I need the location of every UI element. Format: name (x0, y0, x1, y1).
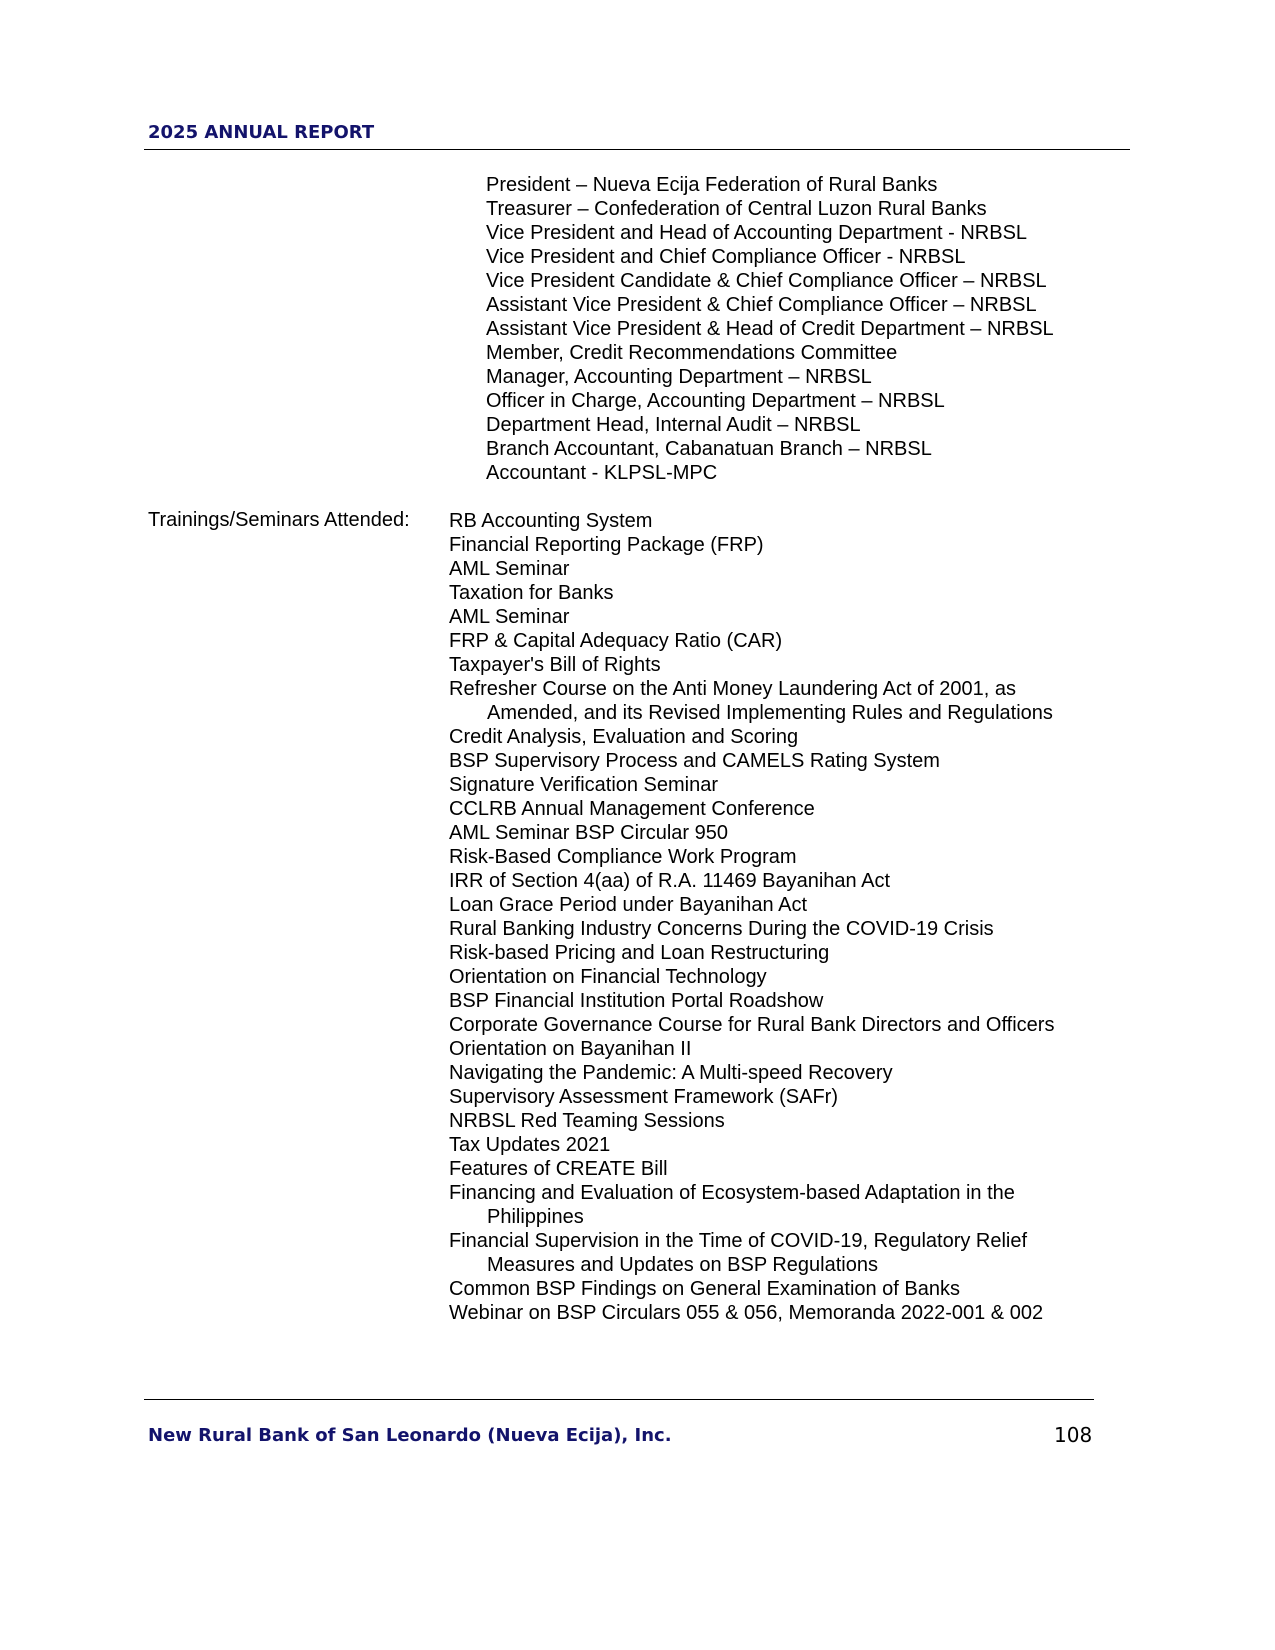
training-item: NRBSL Red Teaming Sessions (449, 1110, 725, 1132)
training-item: Risk-based Pricing and Loan Restructuring (449, 942, 830, 964)
training-item: Tax Updates 2021 (449, 1134, 611, 1156)
training-item: BSP Financial Institution Portal Roadshow (449, 990, 824, 1012)
training-item: Supervisory Assessment Framework (SAFr) (449, 1086, 838, 1108)
training-item: CCLRB Annual Management Conference (449, 798, 815, 820)
training-item: Risk-Based Compliance Work Program (449, 846, 797, 868)
training-item: Financing and Evaluation of Ecosystem-based Adaptation in the Philippines (449, 1182, 1015, 1228)
position-item: Branch Accountant, Cabanatuan Branch – NRBSL (486, 438, 932, 460)
position-item: Department Head, Internal Audit – NRBSL (486, 414, 861, 436)
footer-divider (144, 1399, 1094, 1400)
training-item: Common BSP Findings on General Examination of Banks (449, 1278, 961, 1300)
position-item: Manager, Accounting Department – NRBSL (486, 366, 872, 388)
training-item: FRP & Capital Adequacy Ratio (CAR) (449, 630, 783, 652)
position-item: Vice President and Chief Compliance Officer - NRBSL (486, 246, 966, 268)
training-item: Features of CREATE Bill (449, 1158, 668, 1180)
training-item: IRR of Section 4(aa) of R.A. 11469 Bayanihan Act (449, 870, 890, 892)
position-item: Assistant Vice President & Chief Compliance Officer – NRBSL (486, 294, 1037, 316)
training-item: Financial Supervision in the Time of COVID-19, Regulatory Relief Measures and Updates on BSP Regulations (449, 1230, 1028, 1276)
trainings-list (449, 509, 1099, 1325)
position-item: Treasurer – Confederation of Central Luzon Rural Banks (486, 198, 987, 220)
training-item: Loan Grace Period under Bayanihan Act (449, 894, 808, 916)
training-item: BSP Supervisory Process and CAMELS Rating System (449, 750, 940, 772)
position-item: Vice President and Head of Accounting Department - NRBSL (486, 222, 1028, 244)
training-item: Orientation on Bayanihan II (449, 1038, 692, 1060)
training-item: Rural Banking Industry Concerns During the COVID-19 Crisis (449, 918, 994, 940)
position-item: Officer in Charge, Accounting Department – NRBSL (486, 390, 945, 412)
training-item: Taxation for Banks (449, 582, 614, 604)
position-item: Accountant - KLPSL-MPC (486, 462, 718, 484)
position-item: President – Nueva Ecija Federation of Rural Banks (486, 174, 938, 196)
training-item: AML Seminar (449, 606, 570, 628)
training-item: Financial Reporting Package (FRP) (449, 534, 764, 556)
page-number: 108 (1054, 1423, 1093, 1447)
training-item: Orientation on Financial Technology (449, 966, 767, 988)
trainings-label: Trainings/Seminars Attended: (148, 509, 410, 531)
training-item: Navigating the Pandemic: A Multi-speed Recovery (449, 1062, 893, 1084)
position-item: Member, Credit Recommendations Committee (486, 342, 898, 364)
position-item: Assistant Vice President & Head of Credit Department – NRBSL (486, 318, 1054, 340)
position-item: Vice President Candidate & Chief Compliance Officer – NRBSL (486, 270, 1047, 292)
training-item: Refresher Course on the Anti Money Laundering Act of 2001, as Amended, and its Revised Implementing Rules and Regulations (449, 678, 1053, 724)
bank-name: New Rural Bank of San Leonardo (Nueva Ecija), Inc. (148, 1425, 672, 1446)
training-item: AML Seminar BSP Circular 950 (449, 822, 729, 844)
training-item: Signature Verification Seminar (449, 774, 719, 796)
training-item: Credit Analysis, Evaluation and Scoring (449, 726, 799, 748)
training-item: Webinar on BSP Circulars 055 & 056, Memoranda 2022-001 & 002 (449, 1302, 1044, 1324)
training-item: Taxpayer's Bill of Rights (449, 654, 661, 676)
positions-list (486, 173, 1054, 485)
report-title: 2025 ANNUAL REPORT (148, 122, 375, 143)
training-item: RB Accounting System (449, 510, 653, 532)
training-item: AML Seminar (449, 558, 570, 580)
header-divider (144, 149, 1130, 150)
training-item: Corporate Governance Course for Rural Bank Directors and Officers (449, 1014, 1055, 1036)
